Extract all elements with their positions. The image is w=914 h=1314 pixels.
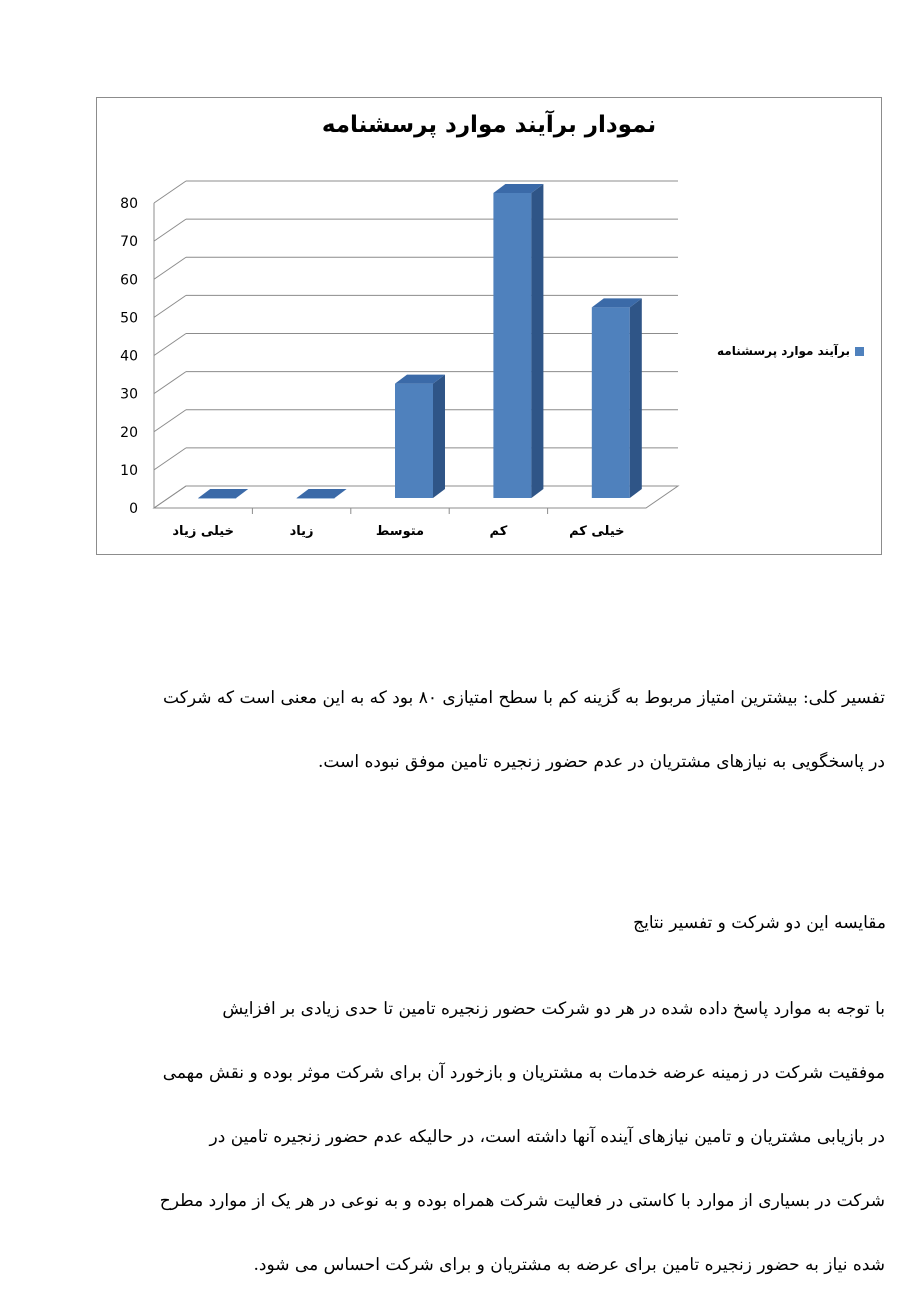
- paragraph-line: در پاسخگویی به نیازهای مشتریان در عدم حضور زنجیره تامین موفق نبوده است.: [318, 752, 885, 772]
- bar: [493, 193, 531, 498]
- bar: [198, 498, 236, 499]
- paragraph-line: موفقیت شرکت در زمینه عرضه خدمات به مشتریان و بازخورد آن برای شرکت موثر بوده و نقش مهمی: [162, 1063, 885, 1083]
- bar-top: [297, 489, 347, 498]
- bar: [297, 498, 335, 499]
- x-tick-label: خیلی زیاد: [172, 524, 234, 539]
- gridline-depth: [154, 448, 186, 470]
- bar-top: [198, 489, 248, 498]
- y-tick-label: 60: [120, 272, 138, 289]
- gridline-depth: [154, 410, 186, 432]
- y-tick-label: 10: [120, 462, 138, 479]
- y-tick-label: 70: [120, 234, 138, 251]
- x-tick-label: کم: [489, 524, 508, 539]
- gridline-depth: [154, 334, 186, 356]
- chart-title: نمودار برآیند موارد پرسشنامه: [321, 112, 657, 138]
- paragraph-line: با توجه به موارد پاسخ داده شده در هر دو شرکت حضور زنجیره تامین تا حدی زیادی بر افزایش: [222, 999, 885, 1019]
- y-tick-label: 40: [120, 348, 138, 365]
- y-tick-label: 20: [120, 424, 138, 441]
- paragraph-line: در بازیابی مشتریان و تامین نیازهای آینده آنها داشته است، در حالیکه عدم حضور زنجیره تامین در: [209, 1127, 885, 1147]
- paragraph-line: شرکت در بسیاری از موارد با کاستی در فعالیت شرکت همراه بوده و به نوعی در هر یک از موارد مطرح: [159, 1191, 885, 1211]
- x-tick-label: زیاد: [289, 524, 314, 539]
- bar-side: [531, 184, 543, 498]
- paragraph-line: شده نیاز به حضور زنجیره تامین برای عرضه به مشتریان و برای شرکت احساس می شود.: [253, 1255, 885, 1275]
- bar: [395, 384, 433, 498]
- legend-swatch: [855, 347, 864, 356]
- chart-container: [96, 97, 882, 555]
- y-tick-label: 80: [120, 196, 138, 212]
- bar-side: [433, 375, 445, 498]
- y-tick-label: 0: [129, 501, 138, 517]
- y-tick-label: 50: [120, 310, 138, 327]
- legend-label: برآیند موارد پرسشنامه: [717, 344, 851, 358]
- gridline-depth: [154, 372, 186, 394]
- gridline-depth: [154, 181, 186, 203]
- bar-chart: [97, 98, 883, 556]
- chart-legend: [717, 344, 864, 358]
- comparison-paragraph: [90, 994, 885, 1314]
- bar: [592, 307, 630, 498]
- gridline-depth: [154, 219, 186, 241]
- y-tick-label: 30: [120, 386, 138, 403]
- bar-side: [630, 298, 642, 498]
- section-heading: مقایسه این دو شرکت و تفسیر نتایج: [633, 913, 886, 933]
- x-tick-label: متوسط: [375, 524, 425, 539]
- x-tick-label: خیلی کم: [569, 524, 625, 539]
- interpretation-paragraph: [90, 683, 885, 811]
- gridline-depth: [154, 257, 186, 279]
- paragraph-line: تفسیر کلی: بیشترین امتیاز مربوط به گزینه کم با سطح امتیازی ۸۰ بود که به این معنی است که شرکت: [163, 688, 885, 708]
- gridline-depth: [154, 295, 186, 317]
